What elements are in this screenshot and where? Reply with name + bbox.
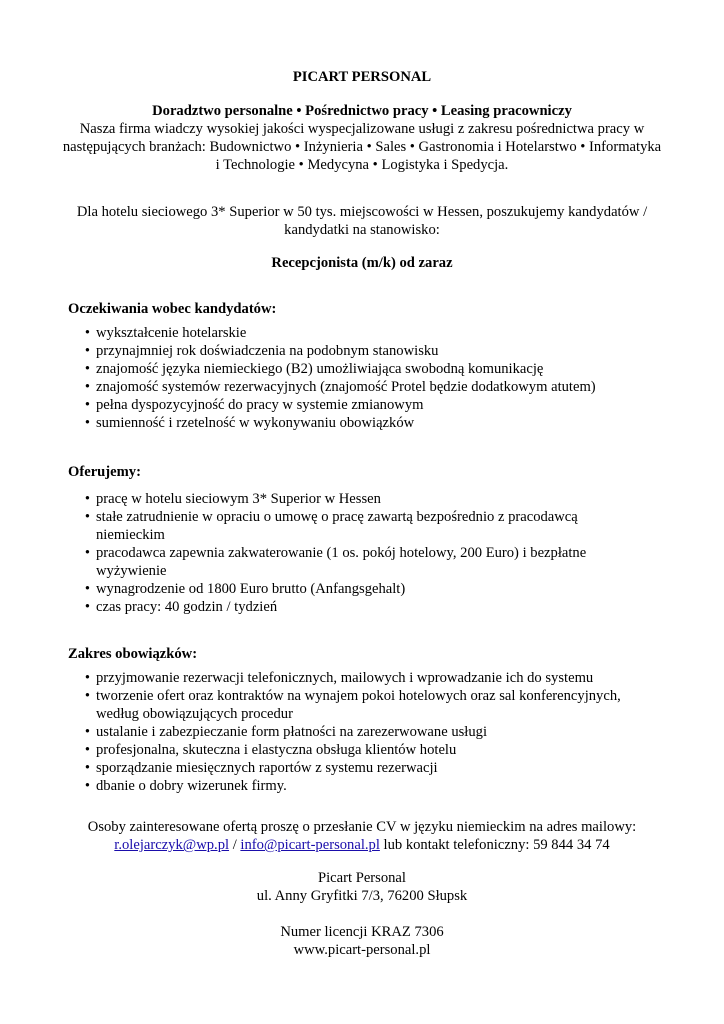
list-item: [68, 687, 648, 723]
list-item: [68, 723, 648, 741]
list-item: [68, 544, 648, 580]
list-item: [68, 777, 648, 795]
requirements-list: [68, 324, 648, 432]
intro-text: Nasza firma wiadczy wysokiej jakości wyspecjalizowane usługi z zakresu pośrednictwa pracy w następujących branżach: Budownictwo • Inżynieria • Sales • Gastronomia i Hotelarstwo • Informatyka i Technologie • Medycyna • Logistyka i Spedycja.: [62, 121, 662, 173]
list-item: [68, 414, 648, 432]
bullet-icon: •: [84, 760, 90, 776]
list-item-text: pracę w hotelu sieciowym 3* Superior w Hessen: [96, 491, 381, 507]
list-item-text: wynagrodzenie od 1800 Euro brutto (Anfangsgehalt): [96, 581, 406, 597]
list-item-text: wykształcenie hotelarskie: [96, 325, 247, 341]
list-item: [68, 759, 648, 777]
list-item: [68, 396, 648, 414]
list-item-text: sporządzanie miesięcznych raportów z systemu rezerwacji: [96, 760, 438, 776]
offer-list: [68, 490, 648, 616]
footer-license: Numer licencji KRAZ 7306: [280, 924, 444, 940]
list-item-text: czas pracy: 40 godzin / tydzień: [96, 599, 278, 615]
requirements-heading: Oczekiwania wobec kandydatów:: [68, 301, 277, 317]
list-item-text: pełna dyspozycyjność do pracy w systemie zmianowym: [96, 397, 424, 413]
bullet-icon: •: [84, 361, 90, 377]
list-item: [68, 490, 648, 508]
bullet-icon: •: [84, 397, 90, 413]
bullet-icon: •: [84, 724, 90, 740]
bullet-icon: •: [84, 688, 90, 704]
hotel-description: Dla hotelu sieciowego 3* Superior w 50 tys. miejscowości w Hessen, poszukujemy kandydatów / kandydatki na stanowisko:: [76, 204, 648, 238]
bullet-icon: •: [84, 343, 90, 359]
bullet-icon: •: [84, 742, 90, 758]
bullet-icon: •: [84, 509, 90, 525]
duties-list: [68, 669, 648, 795]
footer: [0, 869, 724, 959]
list-item: [68, 324, 648, 342]
bullet-icon: •: [84, 491, 90, 507]
bullet-icon: •: [84, 325, 90, 341]
duties-heading: Zakres obowiązków:: [68, 646, 198, 662]
list-item-text: znajomość systemów rezerwacyjnych (znajomość Protel będzie dodatkowym atutem): [96, 379, 596, 395]
list-item-text: tworzenie ofert oraz kontraktów na wynajem pokoi hotelowych oraz sal konferencyjnych, według obowiązujących procedur: [96, 688, 621, 722]
list-item: [68, 598, 648, 616]
email-separator: /: [229, 837, 241, 853]
list-item: [68, 378, 648, 396]
list-item-text: sumienność i rzetelność w wykonywaniu obowiązków: [96, 415, 415, 431]
footer-address: ul. Anny Gryfitki 7/3, 76200 Słupsk: [256, 888, 468, 904]
list-item-text: znajomość języka niemieckiego (B2) umożliwiająca swobodną komunikację: [96, 361, 544, 377]
position-title: Recepcjonista (m/k) od zaraz: [271, 255, 453, 271]
phone-text: lub kontakt telefoniczny: 59 844 34 74: [379, 837, 610, 853]
list-item-text: profesjonalna, skuteczna i elastyczna obsługa klientów hotelu: [96, 742, 457, 758]
list-item: [68, 669, 648, 687]
list-item-text: ustalanie i zabezpieczanie form płatności na zarezerwowane usługi: [96, 724, 488, 740]
intro-block: [60, 102, 664, 174]
list-item-text: stałe zatrudnienie w opraciu o umowę o pracę zawartą bezpośrednio z pracodawcą niemieckim: [96, 509, 578, 543]
list-item: [68, 360, 648, 378]
list-item-text: przynajmniej rok doświadczenia na podobnym stanowisku: [96, 343, 439, 359]
list-item: [68, 580, 648, 598]
bullet-icon: •: [84, 778, 90, 794]
footer-company: Picart Personal: [318, 870, 406, 886]
bullet-icon: •: [84, 599, 90, 615]
list-item-text: pracodawca zapewnia zakwaterowanie (1 os. pokój hotelowy, 200 Euro) i bezpłatne wyżywienie: [96, 545, 587, 579]
bullet-icon: •: [84, 415, 90, 431]
email-link-1[interactable]: r.olejarczyk@wp.pl: [114, 837, 230, 853]
contact-line: [60, 836, 664, 854]
list-item-text: dbanie o dobry wizerunek firmy.: [96, 778, 287, 794]
contact-block: [60, 818, 664, 854]
offer-heading: Oferujemy:: [68, 464, 141, 480]
list-item: [68, 342, 648, 360]
email-link-2[interactable]: info@picart-personal.pl: [240, 837, 380, 853]
tagline: Doradztwo personalne • Pośrednictwo pracy • Leasing pracowniczy: [152, 103, 572, 119]
company-title: PICART PERSONAL: [292, 69, 432, 85]
bullet-icon: •: [84, 581, 90, 597]
bullet-icon: •: [84, 670, 90, 686]
list-item-text: przyjmowanie rezerwacji telefonicznych, mailowych i wprowadzanie ich do systemu: [96, 670, 594, 686]
bullet-icon: •: [84, 545, 90, 561]
list-item: [68, 741, 648, 759]
footer-website: www.picart-personal.pl: [293, 942, 431, 958]
bullet-icon: •: [84, 379, 90, 395]
list-item: [68, 508, 648, 544]
contact-text: Osoby zainteresowane ofertą proszę o przesłanie CV w języku niemieckim na adres mailowy:: [87, 819, 637, 835]
